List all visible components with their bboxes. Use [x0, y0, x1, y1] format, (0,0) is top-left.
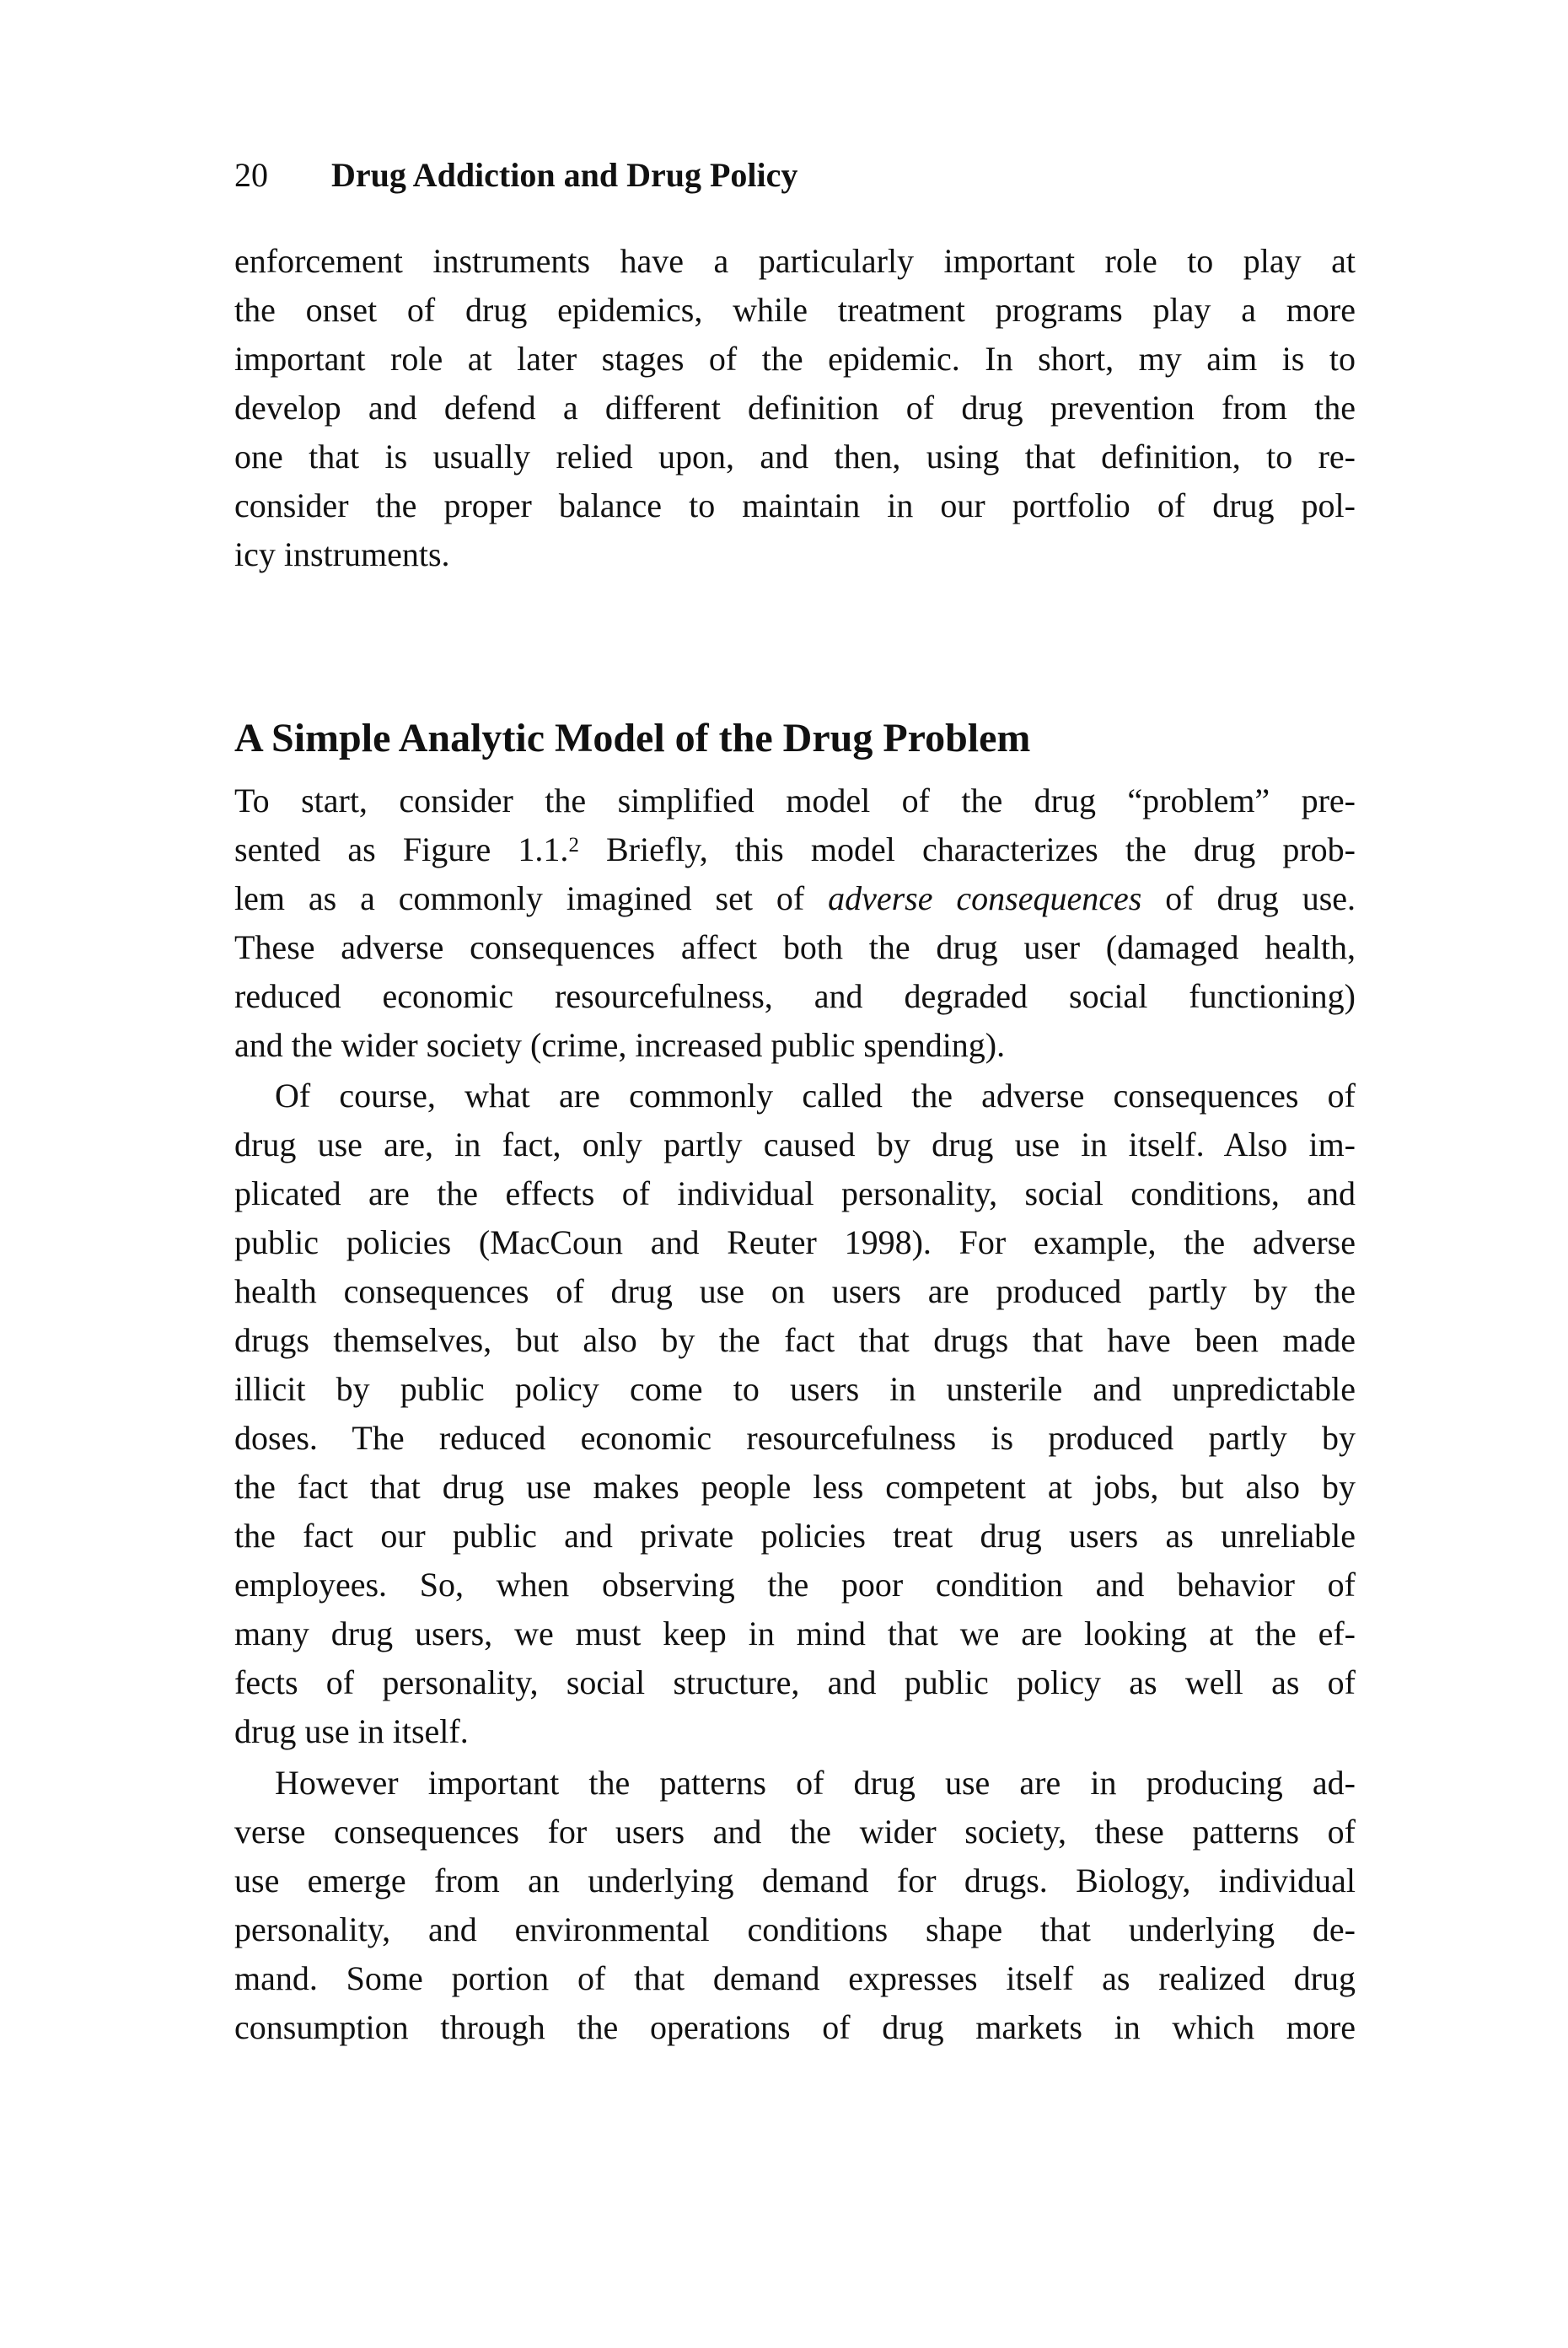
body-line: develop and defend a different definition of drug prevention from the	[234, 389, 1356, 427]
body-line: These adverse consequences affect both the drug user (damaged health,	[234, 928, 1356, 966]
body-line: the fact that drug use makes people less competent at jobs, but also by	[234, 1468, 1356, 1506]
running-head	[234, 151, 1356, 200]
body-line: one that is usually relied upon, and then, using that definition, to re-	[234, 438, 1356, 476]
footnote-reference: 2	[568, 833, 579, 857]
body-line: verse consequences for users and the wider society, these patterns of	[234, 1813, 1356, 1851]
body-line: health consequences of drug use on users are produced partly by the	[234, 1272, 1356, 1310]
body-line: and the wider society (crime, increased public spending).	[234, 1026, 1006, 1064]
body-line: To start, consider the simplified model of the drug “problem” pre-	[234, 782, 1356, 819]
body-line	[234, 825, 1356, 874]
body-line: the fact our public and private policies treat drug users as unreliable	[234, 1517, 1356, 1555]
body-line: personality, and environmental conditions shape that underlying de-	[234, 1910, 1356, 1948]
body-line: drugs themselves, but also by the fact that drugs that have been made	[234, 1321, 1356, 1359]
body-text: lem as a commonly imagined set of	[234, 879, 829, 917]
body-line: However important the patterns of drug use are in producing ad-	[275, 1764, 1356, 1802]
body-text: of drug use.	[1141, 879, 1356, 917]
body-line: many drug users, we must keep in mind that we are looking at the ef-	[234, 1615, 1356, 1652]
body-line: doses. The reduced economic resourcefulness is produced partly by	[234, 1419, 1356, 1457]
emphasized-text: adverse consequences	[828, 879, 1142, 917]
body-line: drug use in itself.	[234, 1712, 469, 1750]
body-line: reduced economic resourcefulness, and degraded social functioning)	[234, 977, 1356, 1015]
body-line: consumption through the operations of drug markets in which more	[234, 2008, 1356, 2046]
running-title: Drug Addiction and Drug Policy	[331, 156, 798, 194]
body-line: drug use are, in fact, only partly caused by drug use in itself. Also im-	[234, 1126, 1356, 1163]
body-text: sented as Figure 1.1.	[234, 830, 569, 868]
section-heading: A Simple Analytic Model of the Drug Problem	[234, 716, 1031, 760]
body-line	[234, 874, 1356, 923]
body-line: important role at later stages of the epidemic. In short, my aim is to	[234, 340, 1356, 378]
paragraph	[234, 1759, 1356, 2052]
body-line: illicit by public policy come to users in unsterile and unpredictable	[234, 1370, 1356, 1408]
body-line: public policies (MacCoun and Reuter 1998). For example, the adverse	[234, 1223, 1356, 1261]
paragraph	[234, 776, 1356, 1070]
page-number: 20	[234, 156, 268, 194]
body-line: employees. So, when observing the poor condition and behavior of	[234, 1566, 1356, 1604]
body-line: Of course, what are commonly called the adverse consequences of	[275, 1077, 1356, 1115]
body-line: icy instruments.	[234, 535, 450, 573]
body-line: mand. Some portion of that demand expresses itself as realized drug	[234, 1959, 1356, 1997]
body-line: the onset of drug epidemics, while treatment programs play a more	[234, 291, 1356, 329]
body-line: enforcement instruments have a particularly important role to play at	[234, 242, 1356, 280]
body-line: use emerge from an underlying demand for drugs. Biology, individual	[234, 1862, 1356, 1899]
body-text: Briefly, this model characterizes the drug prob-	[578, 830, 1356, 868]
body-line: consider the proper balance to maintain in our portfolio of drug pol-	[234, 486, 1356, 524]
body-line: fects of personality, social structure, and public policy as well as of	[234, 1663, 1356, 1701]
paragraph	[234, 1072, 1356, 1756]
text-column	[234, 151, 1356, 2052]
paragraph-continuation	[234, 237, 1356, 579]
body-line: plicated are the effects of individual personality, social conditions, and	[234, 1174, 1356, 1212]
